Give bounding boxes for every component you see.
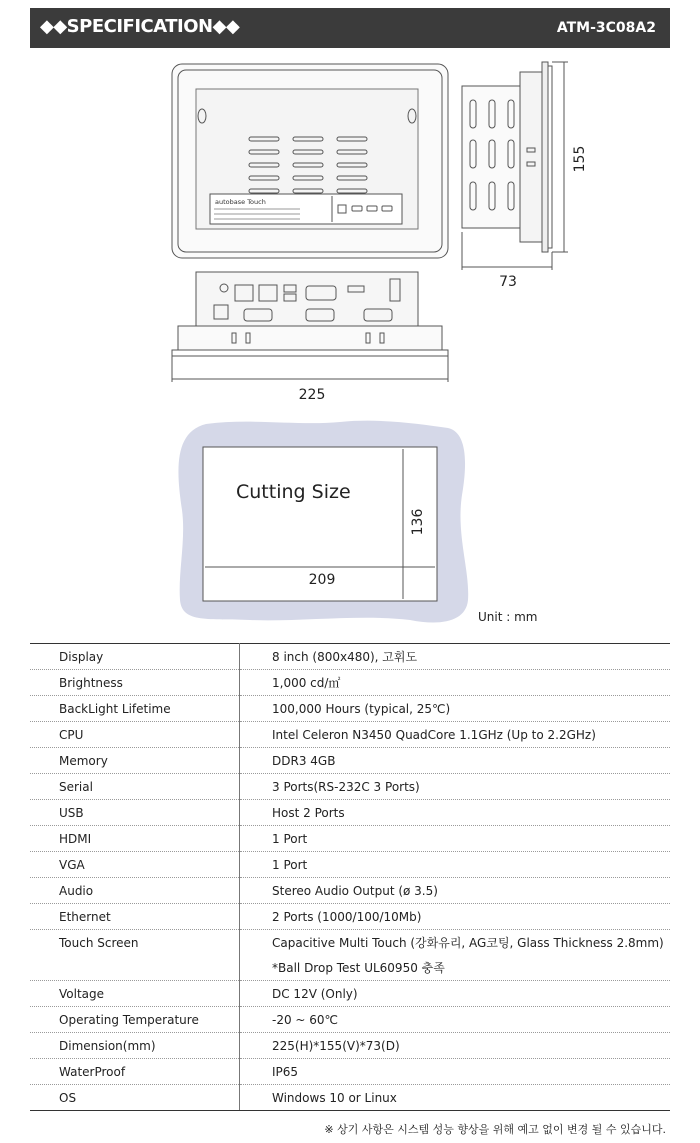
spec-key: OS: [30, 1085, 240, 1111]
spec-key: [30, 955, 240, 981]
spec-value: Intel Celeron N3450 QuadCore 1.1GHz (Up to 2.2GHz): [240, 722, 671, 748]
spec-value: Capacitive Multi Touch (강화유리, AG코팅, Glass Thickness 2.8mm): [272, 936, 664, 950]
unit-label: Unit : mm: [478, 610, 538, 624]
spec-key: USB: [30, 800, 240, 826]
spec-key: Touch Screen: [30, 930, 240, 956]
spec-key: CPU: [30, 722, 240, 748]
spec-row: [30, 955, 670, 981]
spec-value: Stereo Audio Output (ø 3.5): [240, 878, 671, 904]
spec-table: [30, 643, 670, 1111]
spec-row: [30, 1059, 670, 1085]
spec-row: [30, 852, 670, 878]
spec-value: -20 ~ 60℃: [240, 1007, 671, 1033]
spec-value: 225(H)*155(V)*73(D): [240, 1033, 671, 1059]
spec-value: 8 inch (800x480), 고휘도: [240, 644, 671, 670]
spec-row: [30, 1085, 670, 1111]
spec-value: Windows 10 or Linux: [240, 1085, 671, 1111]
footnote: ※ 상기 사항은 시스템 성능 향상을 위해 예고 없이 변경 될 수 있습니다.: [324, 1123, 666, 1136]
back-view: [172, 64, 448, 258]
dim-width-225: 225: [298, 387, 326, 403]
spec-key: Display: [30, 644, 240, 670]
spec-key: Voltage: [30, 981, 240, 1007]
spec-row: [30, 774, 670, 800]
spec-value: 1,000 cd/㎡: [240, 670, 671, 696]
spec-key: BackLight Lifetime: [30, 696, 240, 722]
model-number: ATM-3C08A2: [556, 20, 656, 36]
side-view: [462, 62, 568, 270]
dim-depth-73: 73: [499, 274, 517, 290]
spec-key: WaterProof: [30, 1059, 240, 1085]
spec-row: [30, 904, 670, 930]
spec-key: HDMI: [30, 826, 240, 852]
spec-row: [30, 981, 670, 1007]
spec-value: Host 2 Ports: [240, 800, 671, 826]
spec-title: ◆◆SPECIFICATION◆◆: [40, 16, 240, 37]
spec-row: [30, 930, 670, 956]
spec-key: Ethernet: [30, 904, 240, 930]
spec-value: DDR3 4GB: [240, 748, 671, 774]
spec-row: [30, 878, 670, 904]
spec-row: [30, 644, 670, 670]
spec-key: Dimension(mm): [30, 1033, 240, 1059]
spec-key: VGA: [30, 852, 240, 878]
spec-row: [30, 748, 670, 774]
dim-cut-width-209: 209: [308, 572, 336, 588]
spec-row: [30, 696, 670, 722]
spec-row: [30, 670, 670, 696]
spec-value: 3 Ports(RS-232C 3 Ports): [240, 774, 671, 800]
dim-cut-height-136: 136: [410, 508, 426, 536]
spec-value: 100,000 Hours (typical, 25℃): [240, 696, 671, 722]
spec-value: IP65: [240, 1059, 671, 1085]
spec-value: 2 Ports (1000/100/10Mb): [240, 904, 671, 930]
bottom-view: [172, 272, 448, 382]
sticker-brand: autobase Touch: [215, 198, 266, 206]
spec-value: 1 Port: [240, 826, 671, 852]
spec-value: *Ball Drop Test UL60950 충족: [240, 955, 671, 981]
dim-height-155: 155: [572, 145, 588, 173]
spec-row: [30, 800, 670, 826]
spec-row: [30, 722, 670, 748]
cutting-size-label: Cutting Size: [236, 481, 351, 503]
spec-key: Operating Temperature: [30, 1007, 240, 1033]
spec-value: 1 Port: [240, 852, 671, 878]
spec-value: DC 12V (Only): [240, 981, 671, 1007]
spec-row: [30, 826, 670, 852]
spec-key: Brightness: [30, 670, 240, 696]
spec-key: Memory: [30, 748, 240, 774]
spec-row: [30, 1007, 670, 1033]
spec-key: Audio: [30, 878, 240, 904]
spec-key: Serial: [30, 774, 240, 800]
spec-row: [30, 1033, 670, 1059]
